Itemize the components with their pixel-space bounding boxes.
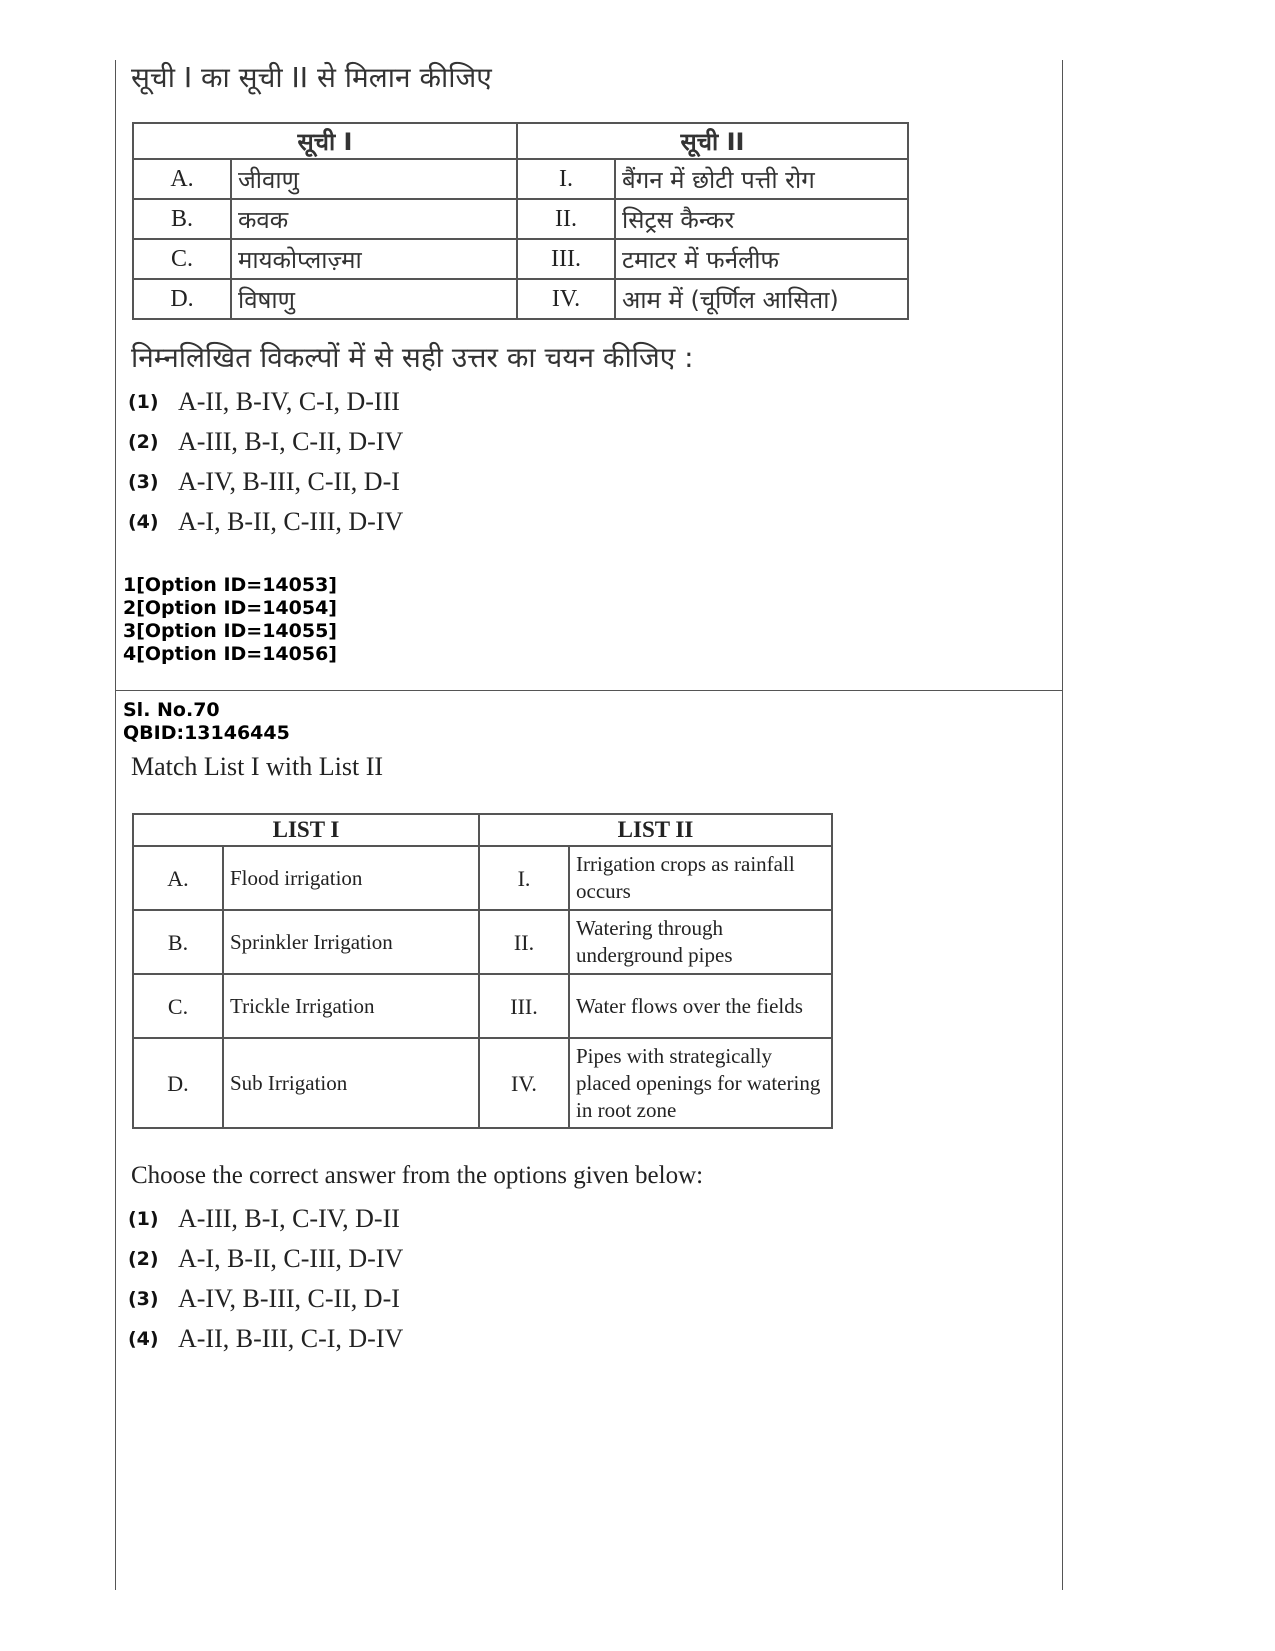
row-code-2: IV. [517, 279, 615, 319]
option-text: A-III, B-I, C-II, D-IV [178, 427, 404, 456]
row-item: मायकोप्लाज़्मा [231, 239, 517, 279]
list-2-header: LIST II [479, 814, 832, 846]
question-69-block [115, 58, 1055, 666]
option-text: A-II, B-IV, C-I, D-III [178, 387, 400, 416]
question-70-match-table [132, 813, 833, 1129]
row-code: C. [133, 974, 223, 1038]
option-item[interactable] [128, 1239, 1055, 1279]
option-number: (3) [128, 471, 159, 493]
row-code: B. [133, 910, 223, 974]
serial-number: Sl. No.70 [123, 699, 220, 721]
row-item-2: Pipes with strategically placed openings for watering in root zone [569, 1038, 832, 1128]
question-70-block [115, 694, 1055, 1359]
row-code-2: I. [517, 159, 615, 199]
row-code-2: III. [479, 974, 569, 1038]
option-text: A-IV, B-III, C-II, D-I [178, 1284, 400, 1313]
list-1-header: LIST I [133, 814, 479, 846]
row-code-2: II. [517, 199, 615, 239]
question-meta [123, 699, 1055, 745]
row-code-2: I. [479, 846, 569, 910]
option-item[interactable] [128, 502, 1055, 542]
table-row [133, 279, 908, 319]
option-item[interactable] [128, 1319, 1055, 1359]
row-item: Trickle Irrigation [223, 974, 479, 1038]
option-number: (1) [128, 391, 159, 413]
table-row [133, 239, 908, 279]
row-item: Flood irrigation [223, 846, 479, 910]
option-number: (2) [128, 1248, 159, 1270]
option-text: A-I, B-II, C-III, D-IV [178, 507, 404, 536]
table-row [133, 974, 832, 1038]
table-row [133, 159, 908, 199]
row-item-2: Water flows over the fields [569, 974, 832, 1038]
row-code: C. [133, 239, 231, 279]
option-id: 1[Option ID=14053] [123, 574, 337, 596]
option-number: (2) [128, 431, 159, 453]
question-69-stem: सूची I का सूची II से मिलान कीजिए [131, 61, 492, 94]
question-bank-id: QBID:13146445 [123, 722, 290, 744]
row-item-2: बैंगन में छोटी पत्ती रोग [615, 159, 908, 199]
row-code: A. [133, 159, 231, 199]
question-70-stem: Match List I with List II [131, 752, 384, 781]
row-code: D. [133, 1038, 223, 1128]
question-69-options [128, 382, 1055, 542]
option-text: A-III, B-I, C-IV, D-II [178, 1204, 400, 1233]
row-code: B. [133, 199, 231, 239]
table-row [133, 846, 832, 910]
option-id-list [123, 574, 1055, 666]
option-text: A-I, B-II, C-III, D-IV [178, 1244, 404, 1273]
option-number: (1) [128, 1208, 159, 1230]
table-row [133, 1038, 832, 1128]
question-70-instruction: Choose the correct answer from the options given below: [131, 1162, 704, 1189]
option-number: (4) [128, 511, 159, 533]
option-item[interactable] [128, 1279, 1055, 1319]
row-code-2: III. [517, 239, 615, 279]
option-item[interactable] [128, 422, 1055, 462]
row-code-2: II. [479, 910, 569, 974]
table-header-row [133, 123, 908, 159]
option-id: 3[Option ID=14055] [123, 620, 337, 642]
question-separator [115, 690, 1063, 691]
question-69-match-table [132, 122, 909, 320]
question-70-options [128, 1199, 1055, 1359]
option-text: A-IV, B-III, C-II, D-I [178, 467, 400, 496]
row-code-2: IV. [479, 1038, 569, 1128]
question-69-instruction: निम्नलिखित विकल्पों में से सही उत्तर का चयन कीजिए : [131, 341, 694, 374]
row-item-2: सिट्रस कैन्कर [615, 199, 908, 239]
option-item[interactable] [128, 382, 1055, 422]
row-item: कवक [231, 199, 517, 239]
option-number: (4) [128, 1328, 159, 1350]
table-row [133, 199, 908, 239]
option-item[interactable] [128, 1199, 1055, 1239]
table-header-row [133, 814, 832, 846]
row-item-2: Watering through underground pipes [569, 910, 832, 974]
row-item: Sub Irrigation [223, 1038, 479, 1128]
list-2-header: सूची II [517, 123, 908, 159]
row-item-2: Irrigation crops as rainfall occurs [569, 846, 832, 910]
row-item: जीवाणु [231, 159, 517, 199]
row-item-2: आम में (चूर्णिल आसिता) [615, 279, 908, 319]
row-code: A. [133, 846, 223, 910]
table-row [133, 910, 832, 974]
option-item[interactable] [128, 462, 1055, 502]
row-item: विषाणु [231, 279, 517, 319]
row-item-2: टमाटर में फर्नलीफ [615, 239, 908, 279]
row-item: Sprinkler Irrigation [223, 910, 479, 974]
right-border-line [1062, 60, 1063, 1590]
option-id: 2[Option ID=14054] [123, 597, 337, 619]
row-code: D. [133, 279, 231, 319]
option-id: 4[Option ID=14056] [123, 643, 337, 665]
option-number: (3) [128, 1288, 159, 1310]
option-text: A-II, B-III, C-I, D-IV [178, 1324, 404, 1353]
list-1-header: सूची I [133, 123, 517, 159]
